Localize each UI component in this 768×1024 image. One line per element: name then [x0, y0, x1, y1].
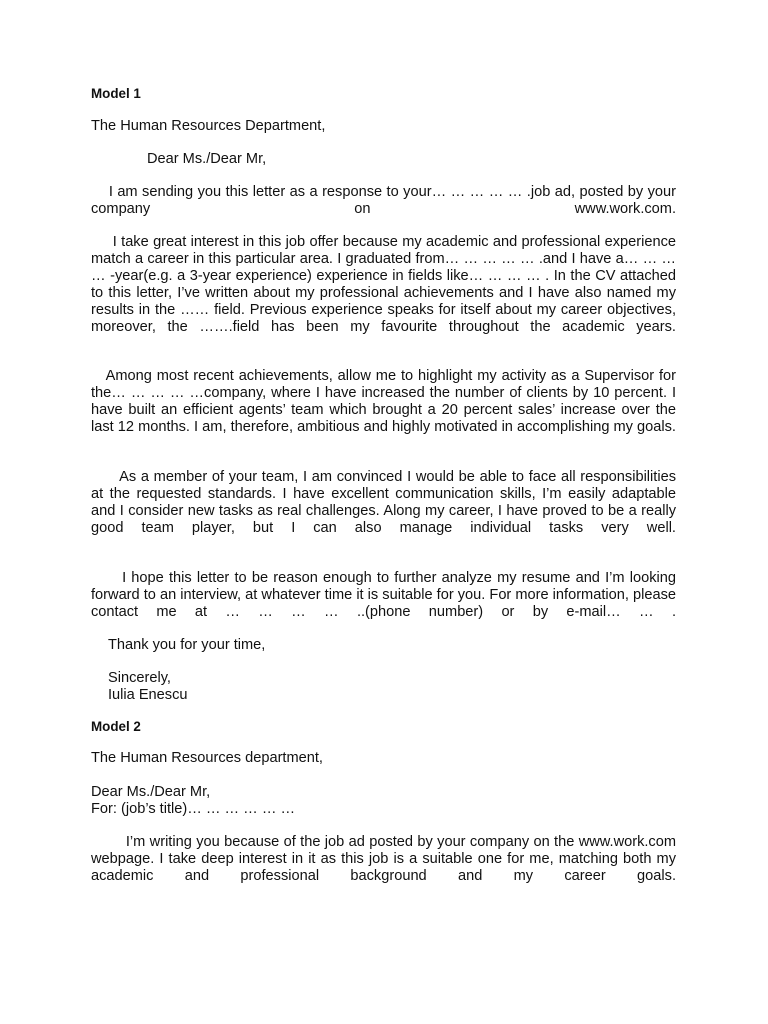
model-1-greeting: Dear Ms./Dear Mr, [147, 151, 267, 167]
model-1-paragraph-5: I hope this letter to be reason enough to further analyze my resume and I’m looking forward to an interview, at whatever time it is suitable for you. For more information, please contact me at … … … … ..(phone number) or by e-mail… … . [91, 570, 681, 620]
model-1-paragraph-4: As a member of your team, I am convinced I would be able to face all responsibilities at the requested standards. I have excellent communication skills, I’m easily adaptable and I consider new tasks as real challenges. Along my career, I have proved to be a really good team player, but I can also manage individual tasks very well. [91, 469, 681, 536]
model-1-heading: Model 1 [91, 86, 141, 101]
model-2-addressee: The Human Resources department, [91, 750, 323, 766]
model-1-paragraph-2: I take great interest in this job offer because my academic and professional experience match a career in this particular area. I graduated from… … … … … .and I have a… … … … -year(e.g. a 3-year experience) experience in fields like… … … … . In the CV attached to this letter, I’ve written about my professional achievements and I have also named my results in the …… field. Previous experience speaks for itself about my career objectives, moreover, the …….field has been my favourite throughout the academic years. [91, 234, 681, 335]
model-2-for-line: For: (job’s title)… … … … … … [91, 801, 296, 817]
model-1-paragraph-3: Among most recent achievements, allow me to highlight my activity as a Supervisor for the… … … … …company, where I have increased the number of clients by 10 percent. I have built an efficient agents’ team which brought a 20 percent sales’ increase over the last 12 months. I am, therefore, ambitious and highly motivated in accomplishing my goals. [91, 368, 681, 435]
model-1-closing: Sincerely, [108, 670, 171, 686]
model-2-heading: Model 2 [91, 719, 141, 734]
model-1-signature: Iulia Enescu [108, 687, 188, 703]
model-1-paragraph-1: I am sending you this letter as a response to your… … … … … .job ad, posted by your company on www.work.com. [91, 184, 681, 217]
model-2-paragraph-1: I’m writing you because of the job ad posted by your company on the www.work.com webpage. I take deep interest in it as this job is a suitable one for me, matching both my academic and professional background and my career goals. [91, 834, 681, 884]
model-1-addressee: The Human Resources Department, [91, 118, 326, 134]
model-1-thanks: Thank you for your time, [108, 637, 266, 653]
model-2-greeting: Dear Ms./Dear Mr, [91, 784, 211, 800]
